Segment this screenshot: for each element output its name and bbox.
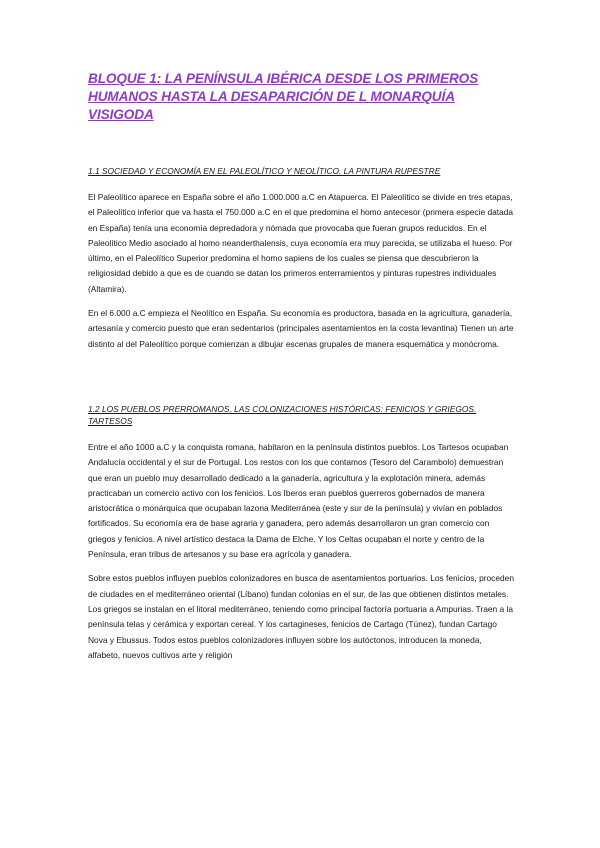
section-spacer (88, 361, 514, 403)
section-2 (88, 403, 514, 663)
section-1-heading: 1.1 SOCIEDAD Y ECONOMÍA EN EL PALEOLÍTICO Y NEOLÍTICO. LA PINTURA RUPESTRE (88, 166, 441, 176)
section-1-paragraph-1: El Paleolítico aparece en España sobre el año 1.000.000 a.C en Atapuerca. El Paleolítico se divide en tres etapas, el Paleolítico inferior que va hasta el 750.000 a.C en el que predomina el homo antecesor (primera especie datada en España) tenía una economía depredadora y nómada que provocaba que fueran grupos reducidos. En el Paleolítico Medio asociado al homo neanderthalensis, cuya economía era muy parecida, se utilizaba el hueso. Por último, en el Paleolítico Superior predomina el homo sapiens de los cuales se piensa que descubrieron la religiosidad debido a que es de cuando se datan los primeros enterramientos y pinturas rupestres individuales (Altamira). (88, 192, 514, 294)
section-1-paragraph-2: En el 6.000 a.C empieza el Neolítico en España. Su economía es productora, basada en la agricultura, ganadería, artesanía y comercio puesto que eran sedentarios (principales asentamientos en la costa levantina) Tienen un arte distinto al del Paleolítico porque comienzan a dibujar escenas grupales de manera esquemática y monócroma. (88, 308, 514, 349)
section-2-paragraph-2: Sobre estos pueblos influyen pueblos colonizadores en busca de asentamientos portuarios. Los fenicios, proceden de ciudades en el mediterráneo oriental (Líbano) fundan colonias en el sur, de las que obtienen distintos metales. Los griegos se instalan en el litoral mediterráneo, teniendo como principal factoría portuaria a Ampurias. Traen a la península telas y cerámica y exportan cereal. Y los cartagineses, fenicios de Cartago (Túnez), fundan Cartago Nova y Ebussus. Todos estos pueblos colonizadores influyen sobre los autóctonos, introducen la moneda, alfabeto, nuevos cultivos arte y religión (88, 573, 515, 660)
section-2-heading: 1.2 LOS PUEBLOS PRERROMANOS. LAS COLONIZACIONES HISTÓRICAS: FENICIOS Y GRIEGOS. TARTESOS (88, 403, 477, 426)
document-title: BLOQUE 1: LA PENÍNSULA IBÉRICA DESDE LOS PRIMEROS HUMANOS HASTA LA DESAPARICIÓN DE L MONARQUÍA VISIGODA (88, 71, 479, 122)
section-1 (88, 165, 514, 352)
document-page (88, 70, 514, 672)
section-2-paragraph-1: Entre el año 1000 a.C y la conquista romana, habitaron en la península distintos pueblos. Los Tartesos ocupaban Andalucía occidental y el sur de Portugal. Los restos con los que contamos (Tesoro del Carambolo) demuestran que eran un pueblo muy desarrollado dedicado a la ganadería, agricultura y la explotación minera, además practicaban un comercio activo con los fenicios. Los Iberos eran pueblos guerreros gobernados de manera aristocrática o monárquica que ocupaban lazona Mediterránea (este y sur de la península) y vivían en poblados fortificados. Su economía era de base agraria y ganadera, pero además desarrollaron un gran comercio con griegos y fenicios. A nivel artístico destaca la Dama de Elche. Y los Celtas ocupaban el norte y centro de la Península, eran tribus de artesanos y su base era agrícola y ganadera. (88, 441, 509, 560)
